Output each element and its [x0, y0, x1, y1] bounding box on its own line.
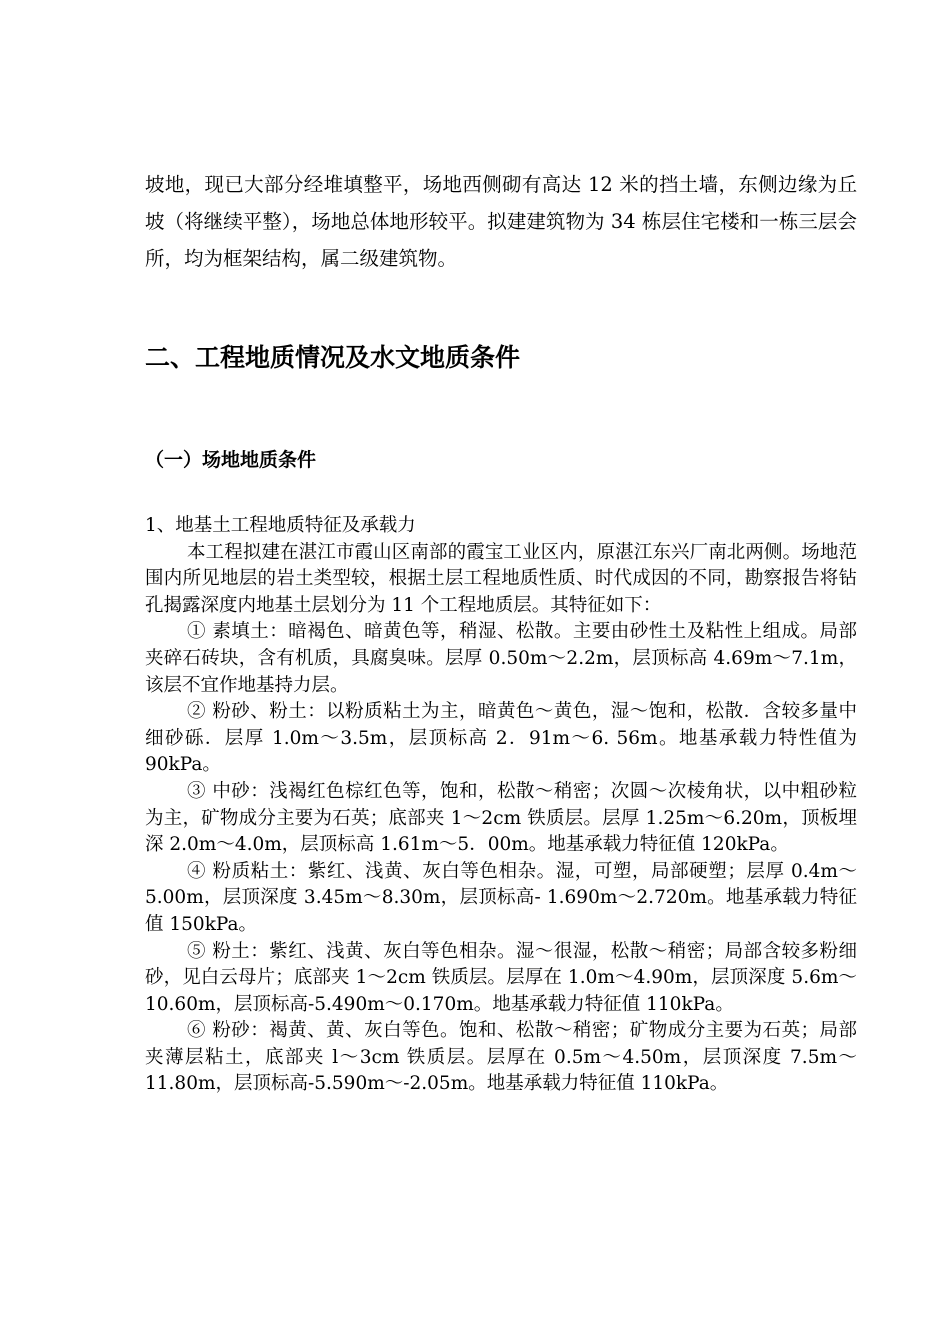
paragraph-layer-1: ① 素填土：暗褐色、暗黄色等，稍湿、松散。主要由砂性土及粘性上组成。局部夹碎石砖块，含有机质，具腐臭味。层厚 0.50m～2.2m，层顶标高 4.69m～7.1m，该层不宜作地基持力层。	[145, 621, 857, 696]
item-title: 1、地基土工程地质特征及承载力	[145, 515, 416, 536]
section-heading: 二、工程地质情况及水文地质条件	[145, 343, 521, 372]
intro-paragraph: 坡地，现已大部分经堆填整平，场地西侧砌有高达 12 米的挡土墙，东侧边缘为丘坡（将继续平整），场地总体地形较平。拟建建筑物为 34 栋层住宅楼和一栋三层会所，均为框架结构，属二级建筑物。	[145, 173, 857, 270]
body-text	[145, 513, 857, 1098]
paragraph-layer-4: ④ 粉质粘土：紫红、浅黄、灰白等色相杂。湿，可塑，局部硬塑；层厚 0.4m～5.00m，层顶深度 3.45m～8.30m，层顶标高- 1.690m～2.720m。地基承载力特征值 150kPa。	[145, 860, 857, 935]
paragraph-layer-2: ② 粉砂、粉土：以粉质粘土为主，暗黄色～黄色，湿～饱和，松散．含较多量中细砂砾．层厚 1.0m～3.5m，层顶标高 2．91m～6. 56m。地基承载力特性值为 90kPa。	[145, 701, 857, 776]
subsection-heading: （一）场地地质条件	[145, 449, 317, 471]
paragraph-layer-5: ⑤ 粉土：紫红、浅黄、灰白等色相杂。湿～很湿，松散～稍密；局部含较多粉细砂，见白云母片；底部夹 1～2cm 铁质层。层厚在 1.0m～4.90m，层顶深度 5.6m～10.60m，层顶标高-5.490m～0.170m。地基承载力特征值 110kPa。	[145, 940, 857, 1015]
paragraph-overview: 本工程拟建在湛江市霞山区南部的霞宝工业区内，原湛江东兴厂南北两侧。场地范围内所见地层的岩土类型较，根据土层工程地质性质、时代成因的不同，勘察报告将钻孔揭露深度内地基土层划分为 11 个工程地质层。其特征如下：	[145, 541, 857, 616]
paragraph-layer-6: ⑥ 粉砂：褐黄、黄、灰白等色。饱和、松散～稍密；矿物成分主要为石英；局部夹薄层粘土，底部夹 l～3cm 铁质层。层厚在 0.5m～4.50m，层顶深度 7.5m～ 11.80m，层顶标高-5.590m～-2.05m。地基承载力特征值 110kPa。	[145, 1020, 857, 1095]
paragraph-layer-3: ③ 中砂：浅褐红色棕红色等，饱和，松散～稍密；次圆～次棱角状，以中粗砂粒为主，矿物成分主要为石英；底部夹 1～2cm 铁质层。层厚 1.25m～6.20m，顶板埋深 2.0m～4.0m，层顶标高 1.61m～5．00m。地基承载力特征值 120kPa。	[145, 780, 857, 856]
